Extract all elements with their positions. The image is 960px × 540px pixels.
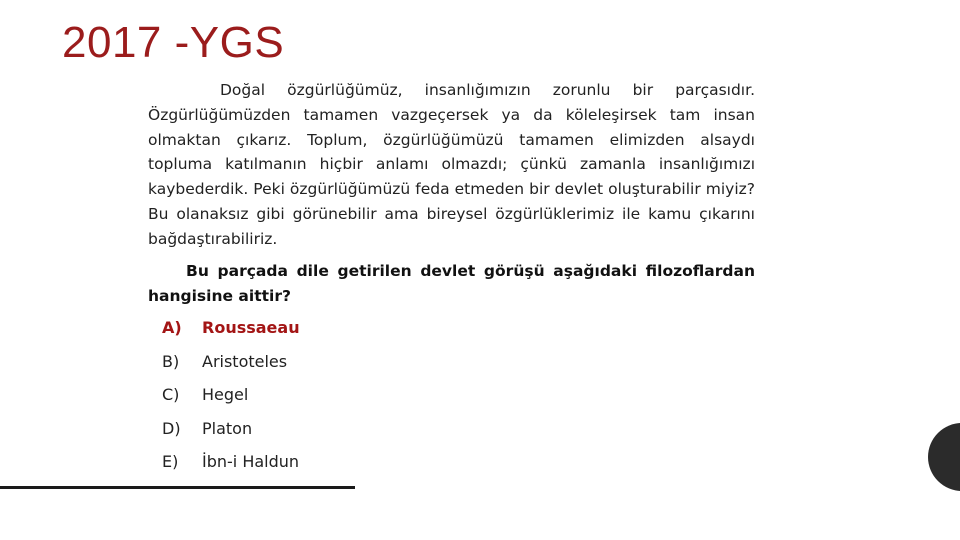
question-passage: Doğal özgürlüğümüz, insanlığımızın zorunlu bir parçasıdır. Özgürlüğümüzden tamamen vazgeçersek ya da köleleşirsek tam insan olmaktan çıkarız. Toplum, özgürlüğümüzü tamamen elimizden alsaydı topluma katılmanın hiçbir anlamı olmazdı; çünkü zamanla insanlığımızı kaybederdik. Peki özgürlüğümüzü feda etmeden bir devlet oluşturabilir miyiz? Bu olanaksız gibi görünebilir ama bireysel özgürlüklerimiz ile kamu çıkarını bağdaştırabiliriz. <box>148 81 755 248</box>
answer-option-e <box>162 452 299 471</box>
option-letter: C) <box>162 385 180 404</box>
slide-title: 2017 -YGS <box>62 18 285 67</box>
option-text: Roussaeau <box>202 318 300 337</box>
question-prompt: Bu parçada dile getirilen devlet görüşü aşağıdaki filozoflardan hangisine aittir? <box>148 262 755 305</box>
answer-option-d <box>162 419 252 438</box>
option-letter: D) <box>162 419 181 438</box>
option-letter: B) <box>162 352 180 371</box>
answer-option-a <box>162 318 300 337</box>
answer-option-c <box>162 385 248 404</box>
option-text: Platon <box>202 419 253 438</box>
decorative-circle <box>928 423 960 491</box>
option-letter: E) <box>162 452 179 471</box>
answer-option-b <box>162 352 287 371</box>
option-text: Aristoteles <box>202 352 288 371</box>
option-letter: A) <box>162 318 182 337</box>
option-text: İbn-i Haldun <box>202 452 300 471</box>
option-text: Hegel <box>202 385 249 404</box>
bottom-divider <box>0 486 355 489</box>
